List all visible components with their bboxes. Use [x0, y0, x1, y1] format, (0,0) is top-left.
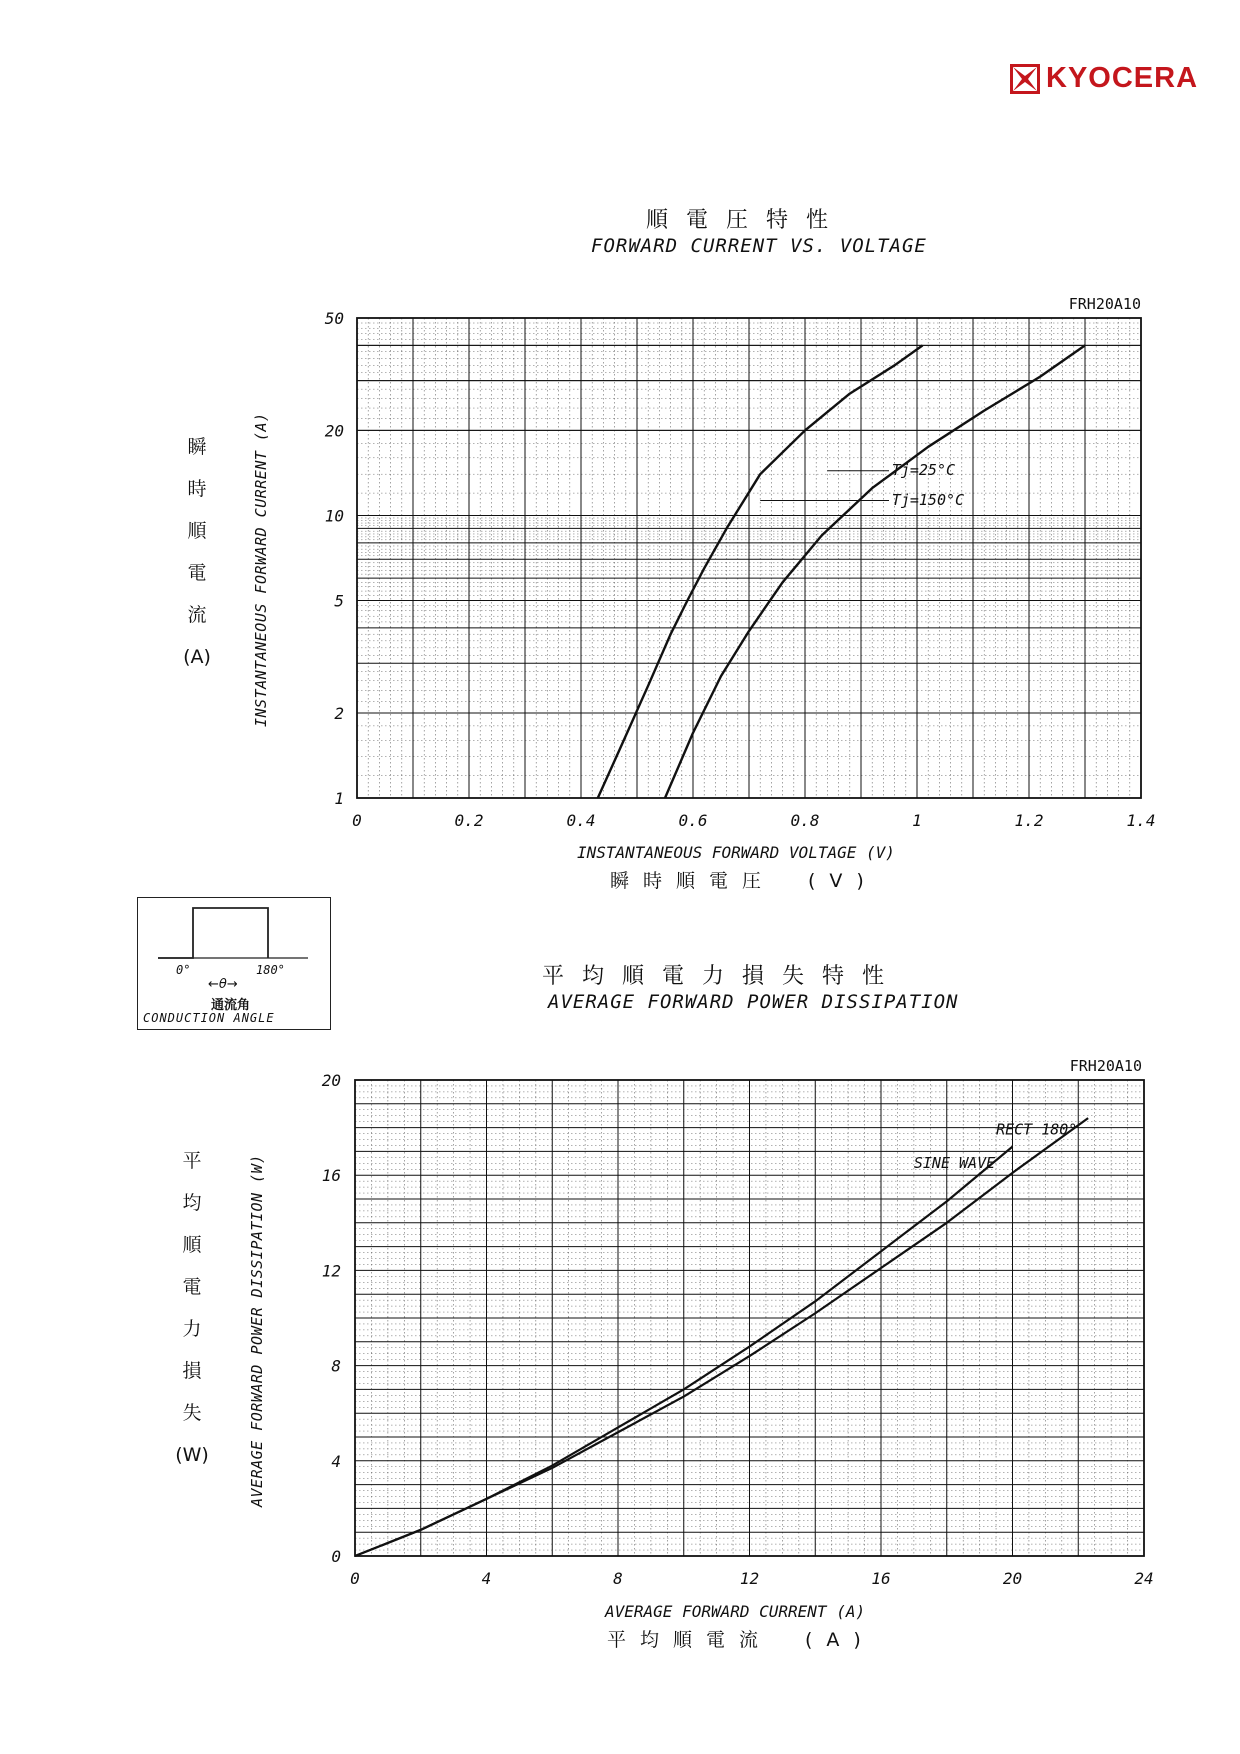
chart2-ylabel-jp: 平 均 順 電 力 損 失 (W) — [175, 1150, 209, 1466]
chart1-ylabel: INSTANTANEOUS FORWARD CURRENT (A) — [252, 412, 270, 727]
chart1-series-label: Tj=150°C — [891, 490, 965, 509]
chart1-x-tick-label: 0.4 — [566, 811, 596, 830]
chart2-y-tick-label: 20 — [321, 1071, 341, 1090]
chart1-x-tick-label: 0 — [352, 811, 362, 830]
chart1-part-number: FRH20A10 — [1068, 295, 1141, 313]
chart2-x-tick-label: 8 — [613, 1569, 623, 1588]
chart1-y-tick-label: 1 — [334, 789, 344, 808]
chart1-x-tick-label: 0.6 — [678, 811, 708, 830]
chart2-xlabel-jp: 平均順電流 (A) — [607, 1629, 875, 1651]
chart1-title: FORWARD CURRENT VS. VOLTAGE — [591, 235, 927, 257]
chart1-y-tick-label: 50 — [324, 309, 344, 328]
chart1-y-tick-label: 10 — [324, 506, 344, 526]
chart2-series-label: SINE WAVE — [913, 1154, 996, 1173]
chart2-ylabel: AVERAGE FORWARD POWER DISSIPATION (W) — [248, 1154, 266, 1507]
inset-label-en: CONDUCTION ANGLE — [143, 1011, 275, 1025]
chart2-title: AVERAGE FORWARD POWER DISSIPATION — [548, 991, 959, 1013]
chart1-x-tick-label: 0.2 — [454, 811, 484, 830]
chart2-x-tick-label: 20 — [1002, 1569, 1023, 1588]
inset-label-jp: 通流角 — [211, 998, 251, 1013]
chart2-x-tick-label: 0 — [350, 1569, 360, 1588]
chart2-title-jp: 平均順電力損失特性 — [542, 964, 903, 989]
chart2-y-tick-label: 12 — [321, 1261, 341, 1281]
chart2-xlabel: AVERAGE FORWARD CURRENT (A) — [605, 1602, 866, 1621]
chart2-series-label: RECT 180° — [996, 1120, 1078, 1139]
chart2-x-tick-label: 24 — [1134, 1569, 1154, 1588]
chart2-part-number: FRH20A10 — [1069, 1057, 1142, 1075]
chart2-y-tick-label: 4 — [331, 1451, 341, 1471]
chart1-xlabel: INSTANTANEOUS FORWARD VOLTAGE (V) — [577, 843, 895, 862]
chart1-ylabel-jp: 瞬 時 順 電 流 (A) — [183, 436, 211, 668]
chart1-y-tick-label: 5 — [334, 591, 344, 611]
chart2-y-tick-label: 0 — [331, 1547, 341, 1566]
chart1-y-tick-label: 20 — [324, 421, 344, 441]
chart1-series-label: Tj=25°C — [891, 461, 956, 480]
chart2-y-tick-label: 16 — [321, 1166, 341, 1186]
chart1-title-jp: 順電圧特性 — [646, 208, 847, 233]
chart2-y-tick-label: 8 — [331, 1356, 341, 1376]
inset-angle-start: 0° — [176, 963, 191, 977]
inset-angle-end: 180° — [256, 963, 285, 977]
chart2-series-line — [355, 1118, 1088, 1556]
chart2-x-tick-label: 4 — [481, 1569, 492, 1588]
chart2-x-tick-label: 16 — [871, 1569, 891, 1588]
chart1-x-tick-label: 0.8 — [790, 811, 820, 830]
chart1-x-tick-label: 1.2 — [1014, 811, 1044, 830]
chart1-x-tick-label: 1 — [912, 811, 922, 830]
chart2-x-tick-label: 12 — [739, 1569, 760, 1588]
brand-name: KYOCERA — [1046, 62, 1199, 94]
chart1-xlabel-jp: 瞬時順電圧 (V) — [610, 870, 878, 892]
inset-theta-label: ←θ→ — [208, 977, 238, 992]
chart1-y-tick-label: 2 — [334, 703, 344, 723]
chart1-x-tick-label: 1.4 — [1126, 811, 1156, 830]
